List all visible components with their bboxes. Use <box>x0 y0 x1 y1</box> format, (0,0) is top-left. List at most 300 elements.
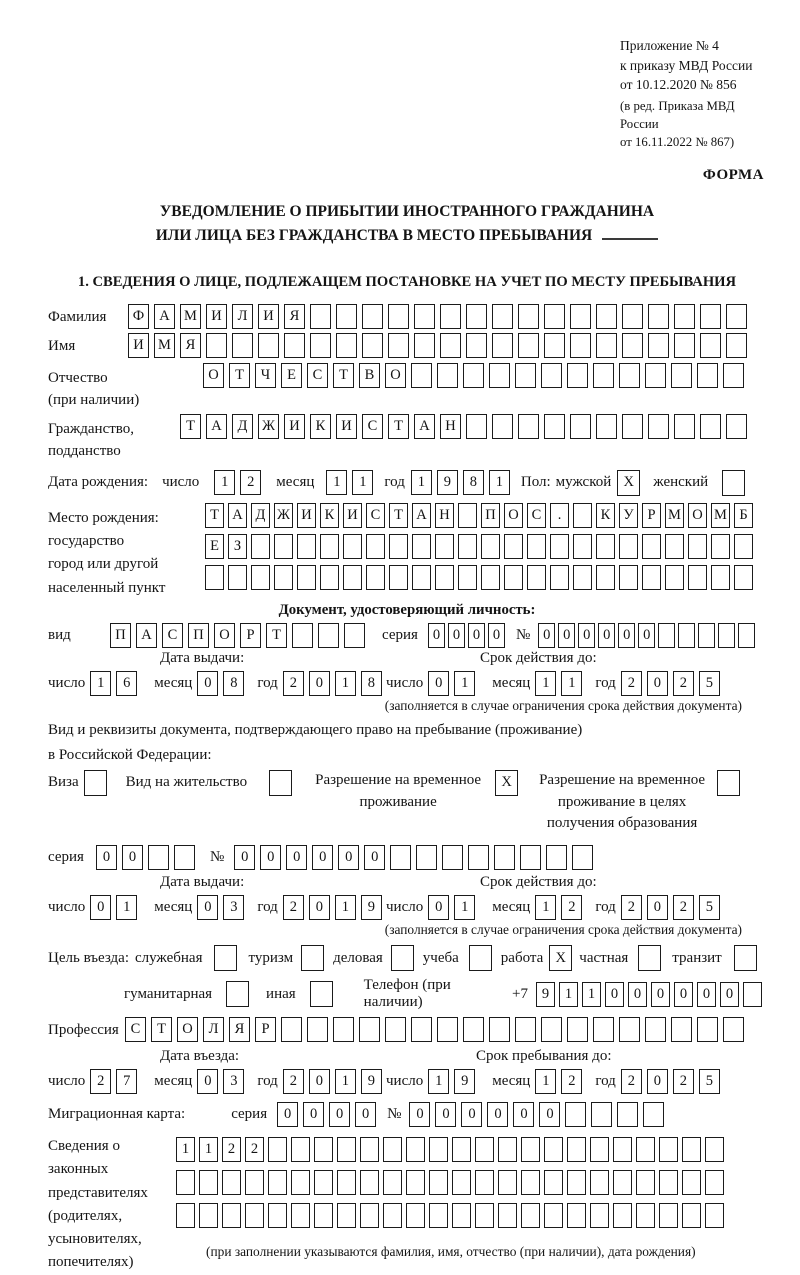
cell[interactable]: 1 <box>214 470 235 495</box>
cell[interactable] <box>440 304 461 329</box>
cell[interactable] <box>665 565 684 590</box>
birth-year-cells[interactable] <box>411 470 515 495</box>
cell[interactable] <box>688 565 707 590</box>
temp-residence-checkbox[interactable] <box>495 770 523 796</box>
cell[interactable] <box>498 1170 517 1195</box>
residence-permit-checkbox[interactable] <box>269 770 297 796</box>
cell[interactable]: 2 <box>621 1069 642 1094</box>
doc-issue-year-cells[interactable] <box>283 671 387 696</box>
cell[interactable]: Н <box>435 503 454 528</box>
cell[interactable]: 0 <box>90 895 111 920</box>
cell[interactable] <box>518 414 539 439</box>
cell[interactable]: Н <box>440 414 461 439</box>
cell[interactable]: 9 <box>454 1069 475 1094</box>
citizenship-cells[interactable] <box>180 414 752 439</box>
cell[interactable]: И <box>343 503 362 528</box>
doc-valid-year-cells[interactable] <box>621 671 725 696</box>
guardians-cells-row2[interactable] <box>176 1170 728 1195</box>
cell[interactable] <box>337 1137 356 1162</box>
cell[interactable]: Я <box>229 1017 250 1042</box>
cell[interactable]: 0 <box>651 982 670 1007</box>
cell[interactable]: Р <box>642 503 661 528</box>
cell[interactable] <box>678 623 695 648</box>
cell[interactable] <box>291 1137 310 1162</box>
cell[interactable] <box>671 1017 692 1042</box>
cell[interactable] <box>492 414 513 439</box>
cell[interactable] <box>292 623 313 648</box>
cell[interactable] <box>659 1137 678 1162</box>
cell[interactable] <box>383 1170 402 1195</box>
cell[interactable] <box>391 945 414 971</box>
cell[interactable] <box>466 304 487 329</box>
cell[interactable] <box>205 565 224 590</box>
cell[interactable] <box>310 304 331 329</box>
cell[interactable]: 0 <box>309 895 330 920</box>
stay-month-cells[interactable] <box>535 1069 587 1094</box>
cell[interactable] <box>722 470 745 496</box>
cell[interactable] <box>412 565 431 590</box>
cell[interactable]: А <box>154 304 175 329</box>
cell[interactable] <box>222 1203 241 1228</box>
cell[interactable] <box>310 333 331 358</box>
cell[interactable]: А <box>412 503 431 528</box>
cell[interactable] <box>659 1203 678 1228</box>
purpose-tourism-checkbox[interactable] <box>301 945 329 971</box>
cell[interactable] <box>573 503 592 528</box>
cell[interactable] <box>360 1170 379 1195</box>
cell[interactable]: Т <box>333 363 354 388</box>
cell[interactable] <box>622 333 643 358</box>
cell[interactable]: О <box>177 1017 198 1042</box>
cell[interactable] <box>411 1017 432 1042</box>
cell[interactable]: 1 <box>535 671 556 696</box>
cell[interactable]: 0 <box>277 1102 298 1127</box>
cell[interactable] <box>726 414 747 439</box>
entry-month-cells[interactable] <box>197 1069 249 1094</box>
res-issue-day-cells[interactable] <box>90 895 142 920</box>
cell[interactable] <box>360 1203 379 1228</box>
cell[interactable]: Л <box>232 304 253 329</box>
cell[interactable] <box>541 1017 562 1042</box>
cell[interactable] <box>593 363 614 388</box>
cell[interactable]: 1 <box>352 470 373 495</box>
cell[interactable] <box>269 770 292 796</box>
cell[interactable] <box>567 1017 588 1042</box>
cell[interactable] <box>297 534 316 559</box>
cell[interactable]: Д <box>251 503 270 528</box>
cell[interactable]: Е <box>281 363 302 388</box>
cell[interactable]: 0 <box>598 623 615 648</box>
cell[interactable] <box>718 623 735 648</box>
cell[interactable] <box>199 1203 218 1228</box>
cell[interactable] <box>498 1203 517 1228</box>
cell[interactable] <box>383 1137 402 1162</box>
cell[interactable]: 0 <box>428 671 449 696</box>
cell[interactable] <box>251 534 270 559</box>
cell[interactable]: 1 <box>326 470 347 495</box>
cell[interactable] <box>498 1137 517 1162</box>
cell[interactable] <box>388 333 409 358</box>
cell[interactable] <box>281 1017 302 1042</box>
cell[interactable] <box>274 534 293 559</box>
cell[interactable] <box>613 1203 632 1228</box>
cell[interactable] <box>590 1203 609 1228</box>
cell[interactable]: 0 <box>364 845 385 870</box>
cell[interactable]: 0 <box>605 982 624 1007</box>
cell[interactable] <box>360 1137 379 1162</box>
cell[interactable] <box>550 534 569 559</box>
cell[interactable]: С <box>366 503 385 528</box>
cell[interactable] <box>362 333 383 358</box>
cell[interactable]: 0 <box>647 671 668 696</box>
cell[interactable]: Б <box>734 503 753 528</box>
cell[interactable] <box>492 304 513 329</box>
cell[interactable] <box>544 1170 563 1195</box>
cell[interactable] <box>700 304 721 329</box>
cell[interactable] <box>734 534 753 559</box>
guardians-cells-row3[interactable] <box>176 1203 728 1228</box>
cell[interactable]: В <box>359 363 380 388</box>
cell[interactable]: 2 <box>673 1069 694 1094</box>
birth-place-cells-row1[interactable] <box>205 503 757 528</box>
cell[interactable] <box>504 565 523 590</box>
purpose-humanitarian-checkbox[interactable] <box>226 981 254 1007</box>
cell[interactable] <box>389 534 408 559</box>
res-valid-month-cells[interactable] <box>535 895 587 920</box>
cell[interactable]: 2 <box>90 1069 111 1094</box>
cell[interactable]: И <box>284 414 305 439</box>
cell[interactable] <box>268 1170 287 1195</box>
cell[interactable]: 0 <box>234 845 255 870</box>
cell[interactable]: 0 <box>303 1102 324 1127</box>
cell[interactable]: 0 <box>674 982 693 1007</box>
cell[interactable]: 2 <box>283 1069 304 1094</box>
cell[interactable] <box>176 1203 195 1228</box>
cell[interactable]: 1 <box>411 470 432 495</box>
cell[interactable] <box>458 534 477 559</box>
cell[interactable]: 1 <box>561 671 582 696</box>
cell[interactable]: 9 <box>361 1069 382 1094</box>
cell[interactable]: 2 <box>673 671 694 696</box>
cell[interactable] <box>406 1203 425 1228</box>
surname-cells[interactable] <box>128 304 752 329</box>
cell[interactable] <box>333 1017 354 1042</box>
cell[interactable]: Р <box>240 623 261 648</box>
cell[interactable] <box>671 363 692 388</box>
cell[interactable] <box>226 981 249 1007</box>
doc-issue-day-cells[interactable] <box>90 671 142 696</box>
res-issue-month-cells[interactable] <box>197 895 249 920</box>
cell[interactable] <box>734 945 757 971</box>
cell[interactable] <box>199 1170 218 1195</box>
cell[interactable] <box>619 565 638 590</box>
cell[interactable] <box>429 1203 448 1228</box>
cell[interactable] <box>274 565 293 590</box>
cell[interactable]: У <box>619 503 638 528</box>
cell[interactable] <box>475 1203 494 1228</box>
cell[interactable] <box>544 414 565 439</box>
cell[interactable] <box>291 1203 310 1228</box>
cell[interactable]: 0 <box>578 623 595 648</box>
cell[interactable] <box>636 1137 655 1162</box>
cell[interactable] <box>481 565 500 590</box>
cell[interactable] <box>440 333 461 358</box>
cell[interactable] <box>619 534 638 559</box>
cell[interactable] <box>310 981 333 1007</box>
cell[interactable]: . <box>550 503 569 528</box>
cell[interactable] <box>469 945 492 971</box>
cell[interactable]: 2 <box>245 1137 264 1162</box>
cell[interactable] <box>366 565 385 590</box>
cell[interactable] <box>648 414 669 439</box>
cell[interactable]: 1 <box>335 895 356 920</box>
doc-kind-cells[interactable] <box>110 623 370 648</box>
cell[interactable]: О <box>214 623 235 648</box>
doc-valid-day-cells[interactable] <box>428 671 480 696</box>
cell[interactable] <box>452 1137 471 1162</box>
cell[interactable] <box>638 945 661 971</box>
cell[interactable] <box>546 845 567 870</box>
cell[interactable]: Д <box>232 414 253 439</box>
cell[interactable] <box>674 304 695 329</box>
doc-number-cells[interactable] <box>538 623 758 648</box>
cell[interactable]: О <box>203 363 224 388</box>
cell[interactable] <box>521 1170 540 1195</box>
cell[interactable]: 9 <box>437 470 458 495</box>
cell[interactable]: С <box>527 503 546 528</box>
cell[interactable] <box>245 1203 264 1228</box>
cell[interactable] <box>336 333 357 358</box>
cell[interactable] <box>504 534 523 559</box>
cell[interactable]: 0 <box>468 623 485 648</box>
cell[interactable]: 0 <box>638 623 655 648</box>
cell[interactable]: П <box>481 503 500 528</box>
cell[interactable]: 2 <box>283 895 304 920</box>
cell[interactable]: Т <box>205 503 224 528</box>
cell[interactable] <box>570 333 591 358</box>
cell[interactable]: Т <box>180 414 201 439</box>
cell[interactable]: 5 <box>699 895 720 920</box>
cell[interactable] <box>383 1203 402 1228</box>
cell[interactable] <box>362 304 383 329</box>
cell[interactable]: Т <box>389 503 408 528</box>
cell[interactable] <box>658 623 675 648</box>
cell[interactable] <box>674 414 695 439</box>
cell[interactable] <box>613 1137 632 1162</box>
cell[interactable] <box>682 1170 701 1195</box>
cell[interactable]: М <box>711 503 730 528</box>
cell[interactable] <box>700 333 721 358</box>
cell[interactable]: 6 <box>116 671 137 696</box>
cell[interactable]: О <box>504 503 523 528</box>
cell[interactable]: Ч <box>255 363 276 388</box>
mig-number-cells[interactable] <box>409 1102 669 1127</box>
cell[interactable]: 0 <box>428 895 449 920</box>
temp-edu-checkbox[interactable] <box>717 770 745 796</box>
cell[interactable]: 0 <box>435 1102 456 1127</box>
cell[interactable]: 0 <box>513 1102 534 1127</box>
cell[interactable] <box>544 333 565 358</box>
cell[interactable] <box>475 1170 494 1195</box>
cell[interactable] <box>337 1170 356 1195</box>
cell[interactable] <box>700 414 721 439</box>
guardians-cells-row1[interactable] <box>176 1137 728 1162</box>
cell[interactable] <box>301 945 324 971</box>
cell[interactable]: А <box>414 414 435 439</box>
cell[interactable] <box>665 534 684 559</box>
cell[interactable]: 0 <box>618 623 635 648</box>
cell[interactable] <box>390 845 411 870</box>
cell[interactable] <box>232 333 253 358</box>
purpose-official-checkbox[interactable] <box>214 945 242 971</box>
cell[interactable]: X <box>617 470 640 496</box>
cell[interactable]: И <box>258 304 279 329</box>
cell[interactable]: М <box>154 333 175 358</box>
cell[interactable]: 0 <box>355 1102 376 1127</box>
cell[interactable] <box>429 1170 448 1195</box>
cell[interactable] <box>593 1017 614 1042</box>
cell[interactable]: М <box>180 304 201 329</box>
cell[interactable]: 0 <box>538 623 555 648</box>
cell[interactable]: 0 <box>309 1069 330 1094</box>
visa-checkbox[interactable] <box>84 770 112 796</box>
cell[interactable] <box>314 1203 333 1228</box>
cell[interactable] <box>622 304 643 329</box>
cell[interactable] <box>406 1137 425 1162</box>
cell[interactable]: 0 <box>628 982 647 1007</box>
cell[interactable]: М <box>665 503 684 528</box>
cell[interactable] <box>682 1203 701 1228</box>
cell[interactable] <box>723 363 744 388</box>
stay-year-cells[interactable] <box>621 1069 725 1094</box>
cell[interactable] <box>515 1017 536 1042</box>
cell[interactable]: 3 <box>223 1069 244 1094</box>
purpose-business-checkbox[interactable] <box>391 945 419 971</box>
cell[interactable]: Р <box>255 1017 276 1042</box>
cell[interactable] <box>688 534 707 559</box>
cell[interactable] <box>570 414 591 439</box>
cell[interactable] <box>573 534 592 559</box>
cell[interactable] <box>682 1137 701 1162</box>
cell[interactable]: 2 <box>673 895 694 920</box>
cell[interactable] <box>717 770 740 796</box>
purpose-private-checkbox[interactable] <box>638 945 666 971</box>
cell[interactable] <box>389 565 408 590</box>
cell[interactable] <box>596 534 615 559</box>
cell[interactable] <box>565 1102 586 1127</box>
cell[interactable] <box>437 1017 458 1042</box>
cell[interactable]: А <box>206 414 227 439</box>
cell[interactable] <box>674 333 695 358</box>
cell[interactable] <box>705 1137 724 1162</box>
cell[interactable]: 0 <box>329 1102 350 1127</box>
cell[interactable]: 0 <box>260 845 281 870</box>
cell[interactable] <box>619 363 640 388</box>
cell[interactable] <box>336 304 357 329</box>
cell[interactable] <box>442 845 463 870</box>
cell[interactable]: 0 <box>409 1102 430 1127</box>
cell[interactable] <box>515 363 536 388</box>
cell[interactable]: 1 <box>559 982 578 1007</box>
cell[interactable]: 0 <box>197 895 218 920</box>
cell[interactable]: 2 <box>621 671 642 696</box>
cell[interactable] <box>570 304 591 329</box>
cell[interactable] <box>228 565 247 590</box>
cell[interactable]: 9 <box>361 895 382 920</box>
cell[interactable]: С <box>307 363 328 388</box>
mig-series-cells[interactable] <box>277 1102 381 1127</box>
cell[interactable] <box>520 845 541 870</box>
cell[interactable]: 1 <box>454 895 475 920</box>
cell[interactable] <box>613 1170 632 1195</box>
cell[interactable] <box>738 623 755 648</box>
cell[interactable] <box>492 333 513 358</box>
purpose-work-checkbox[interactable] <box>549 945 577 971</box>
cell[interactable]: 8 <box>463 470 484 495</box>
cell[interactable] <box>711 565 730 590</box>
cell[interactable]: И <box>206 304 227 329</box>
phone-cells[interactable] <box>536 982 766 1007</box>
cell[interactable] <box>343 565 362 590</box>
cell[interactable] <box>521 1203 540 1228</box>
cell[interactable] <box>481 534 500 559</box>
cell[interactable]: 2 <box>561 1069 582 1094</box>
cell[interactable]: 0 <box>312 845 333 870</box>
doc-issue-month-cells[interactable] <box>197 671 249 696</box>
cell[interactable] <box>206 333 227 358</box>
cell[interactable] <box>337 1203 356 1228</box>
cell[interactable] <box>245 1170 264 1195</box>
cell[interactable]: 1 <box>582 982 601 1007</box>
res-valid-year-cells[interactable] <box>621 895 725 920</box>
cell[interactable] <box>619 1017 640 1042</box>
cell[interactable] <box>359 1017 380 1042</box>
doc-series-cells[interactable] <box>428 623 508 648</box>
cell[interactable] <box>494 845 515 870</box>
birth-month-cells[interactable] <box>326 470 378 495</box>
cell[interactable] <box>518 304 539 329</box>
cell[interactable]: А <box>228 503 247 528</box>
cell[interactable]: 1 <box>116 895 137 920</box>
cell[interactable] <box>521 1137 540 1162</box>
cell[interactable] <box>297 565 316 590</box>
birth-place-cells-row3[interactable] <box>205 565 757 590</box>
birth-day-cells[interactable] <box>214 470 266 495</box>
cell[interactable] <box>698 623 715 648</box>
cell[interactable] <box>314 1137 333 1162</box>
cell[interactable] <box>617 1102 638 1127</box>
cell[interactable]: 1 <box>90 671 111 696</box>
cell[interactable]: 0 <box>539 1102 560 1127</box>
cell[interactable] <box>307 1017 328 1042</box>
cell[interactable]: 0 <box>428 623 445 648</box>
cell[interactable] <box>527 565 546 590</box>
cell[interactable]: 0 <box>647 1069 668 1094</box>
purpose-other-checkbox[interactable] <box>310 981 338 1007</box>
cell[interactable] <box>544 1203 563 1228</box>
res-series-cells[interactable] <box>96 845 200 870</box>
cell[interactable] <box>697 1017 718 1042</box>
cell[interactable] <box>268 1203 287 1228</box>
cell[interactable] <box>572 845 593 870</box>
cell[interactable]: 2 <box>561 895 582 920</box>
cell[interactable] <box>636 1170 655 1195</box>
cell[interactable]: И <box>128 333 149 358</box>
cell[interactable] <box>148 845 169 870</box>
cell[interactable]: Е <box>205 534 224 559</box>
cell[interactable] <box>416 845 437 870</box>
doc-valid-month-cells[interactable] <box>535 671 587 696</box>
